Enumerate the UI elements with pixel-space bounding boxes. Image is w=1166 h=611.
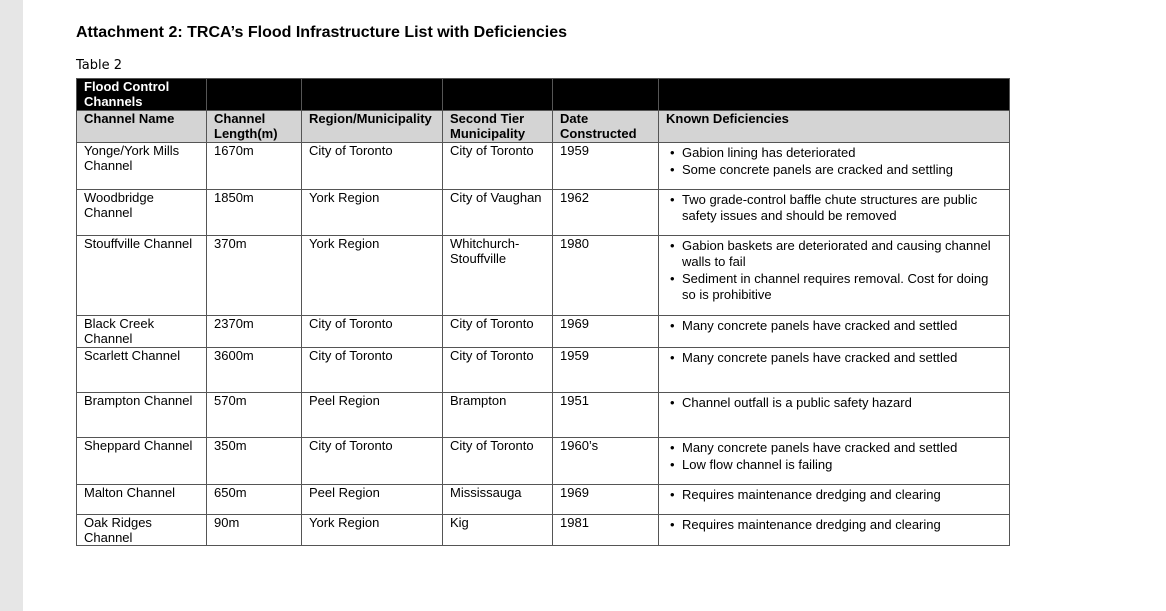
table-row — [77, 316, 1010, 348]
deficiency-item: • Requires maintenance dredging and clearing — [682, 517, 1002, 533]
cell-second-tier: City of Toronto — [443, 348, 553, 393]
cell-channel-name: Malton Channel — [77, 485, 207, 515]
cell-second-tier: City of Vaughan — [443, 190, 553, 236]
cell-known-deficiencies — [659, 143, 1010, 190]
cell-channel-name: Brampton Channel — [77, 393, 207, 438]
deficiency-list — [666, 440, 1002, 473]
cell-second-tier: Kig — [443, 515, 553, 546]
cell-region: City of Toronto — [302, 438, 443, 485]
deficiency-item: • Many concrete panels have cracked and settled — [682, 350, 1002, 366]
deficiency-item: • Gabion lining has deteriorated — [682, 145, 1002, 161]
cell-region: York Region — [302, 236, 443, 316]
cell-known-deficiencies — [659, 393, 1010, 438]
cell-channel-length: 1850m — [207, 190, 302, 236]
column-header-date: Date Constructed — [553, 111, 659, 143]
cell-second-tier: City of Toronto — [443, 143, 553, 190]
deficiency-item: • Sediment in channel requires removal. Cost for doing so is prohibitive — [682, 271, 1002, 303]
deficiency-item: • Two grade-control baffle chute structures are public safety issues and should be removed — [682, 192, 1002, 224]
column-header-deficiencies: Known Deficiencies — [659, 111, 1010, 143]
table-group-header-row — [77, 79, 1010, 111]
table-row — [77, 485, 1010, 515]
deficiency-list — [666, 350, 1002, 366]
cell-channel-length: 650m — [207, 485, 302, 515]
group-header-empty-cell — [553, 79, 659, 111]
deficiency-item: • Many concrete panels have cracked and settled — [682, 318, 1002, 334]
deficiency-list — [666, 318, 1002, 334]
cell-date-constructed: 1981 — [553, 515, 659, 546]
deficiency-item: • Some concrete panels are cracked and settling — [682, 162, 1002, 178]
deficiency-item: • Low flow channel is failing — [682, 457, 1002, 473]
cell-channel-name: Scarlett Channel — [77, 348, 207, 393]
group-header-empty-cell — [659, 79, 1010, 111]
cell-region: York Region — [302, 190, 443, 236]
group-header-empty-cell — [302, 79, 443, 111]
cell-known-deficiencies — [659, 348, 1010, 393]
cell-channel-name: Black Creek Channel — [77, 316, 207, 348]
cell-channel-length: 2370m — [207, 316, 302, 348]
cell-second-tier: Whitchurch-Stouffville — [443, 236, 553, 316]
document-page — [23, 0, 1166, 611]
cell-channel-name: Stouffville Channel — [77, 236, 207, 316]
flood-infrastructure-table — [76, 78, 1010, 546]
table-row — [77, 236, 1010, 316]
column-header-channel-name: Channel Name — [77, 111, 207, 143]
cell-region: Peel Region — [302, 485, 443, 515]
cell-channel-name: Sheppard Channel — [77, 438, 207, 485]
cell-date-constructed: 1960’s — [553, 438, 659, 485]
table-caption: Table 2 — [76, 58, 123, 73]
cell-region: York Region — [302, 515, 443, 546]
cell-date-constructed: 1959 — [553, 143, 659, 190]
deficiency-item: • Channel outfall is a public safety hazard — [682, 395, 1002, 411]
cell-channel-length: 370m — [207, 236, 302, 316]
cell-channel-length: 350m — [207, 438, 302, 485]
cell-region: Peel Region — [302, 393, 443, 438]
cell-channel-length: 1670m — [207, 143, 302, 190]
cell-known-deficiencies — [659, 438, 1010, 485]
cell-channel-name: Woodbridge Channel — [77, 190, 207, 236]
deficiency-list — [666, 238, 1002, 303]
cell-date-constructed: 1951 — [553, 393, 659, 438]
column-header-second-tier: Second Tier Municipality — [443, 111, 553, 143]
table-row — [77, 438, 1010, 485]
cell-region: City of Toronto — [302, 143, 443, 190]
cell-second-tier: City of Toronto — [443, 438, 553, 485]
table-row — [77, 190, 1010, 236]
deficiency-list — [666, 487, 1002, 503]
cell-second-tier: City of Toronto — [443, 316, 553, 348]
deficiency-list — [666, 145, 1002, 178]
cell-region: City of Toronto — [302, 316, 443, 348]
cell-known-deficiencies — [659, 515, 1010, 546]
cell-known-deficiencies — [659, 316, 1010, 348]
cell-second-tier: Mississauga — [443, 485, 553, 515]
deficiency-list — [666, 192, 1002, 224]
deficiency-list — [666, 395, 1002, 411]
cell-region: City of Toronto — [302, 348, 443, 393]
group-header-cell: Flood Control Channels — [77, 79, 207, 111]
deficiency-item: • Gabion baskets are deteriorated and causing channel walls to fail — [682, 238, 1002, 270]
cell-date-constructed: 1959 — [553, 348, 659, 393]
cell-channel-name: Oak Ridges Channel — [77, 515, 207, 546]
cell-known-deficiencies — [659, 190, 1010, 236]
cell-known-deficiencies — [659, 236, 1010, 316]
cell-channel-length: 90m — [207, 515, 302, 546]
cell-date-constructed: 1962 — [553, 190, 659, 236]
deficiency-item: • Requires maintenance dredging and clearing — [682, 487, 1002, 503]
deficiency-item: • Many concrete panels have cracked and settled — [682, 440, 1002, 456]
table-row — [77, 143, 1010, 190]
column-header-channel-length: Channel Length(m) — [207, 111, 302, 143]
table-header-row — [77, 111, 1010, 143]
cell-known-deficiencies — [659, 485, 1010, 515]
group-header-empty-cell — [443, 79, 553, 111]
deficiency-list — [666, 517, 1002, 533]
table-row — [77, 515, 1010, 546]
document-title: Attachment 2: TRCA’s Flood Infrastructure List with Deficiencies — [76, 24, 568, 41]
cell-second-tier: Brampton — [443, 393, 553, 438]
cell-channel-length: 3600m — [207, 348, 302, 393]
table-row — [77, 393, 1010, 438]
cell-date-constructed: 1969 — [553, 316, 659, 348]
cell-date-constructed: 1969 — [553, 485, 659, 515]
table-row — [77, 348, 1010, 393]
column-header-region: Region/Municipality — [302, 111, 443, 143]
cell-channel-length: 570m — [207, 393, 302, 438]
cell-channel-name: Yonge/York Mills Channel — [77, 143, 207, 190]
group-header-empty-cell — [207, 79, 302, 111]
cell-date-constructed: 1980 — [553, 236, 659, 316]
